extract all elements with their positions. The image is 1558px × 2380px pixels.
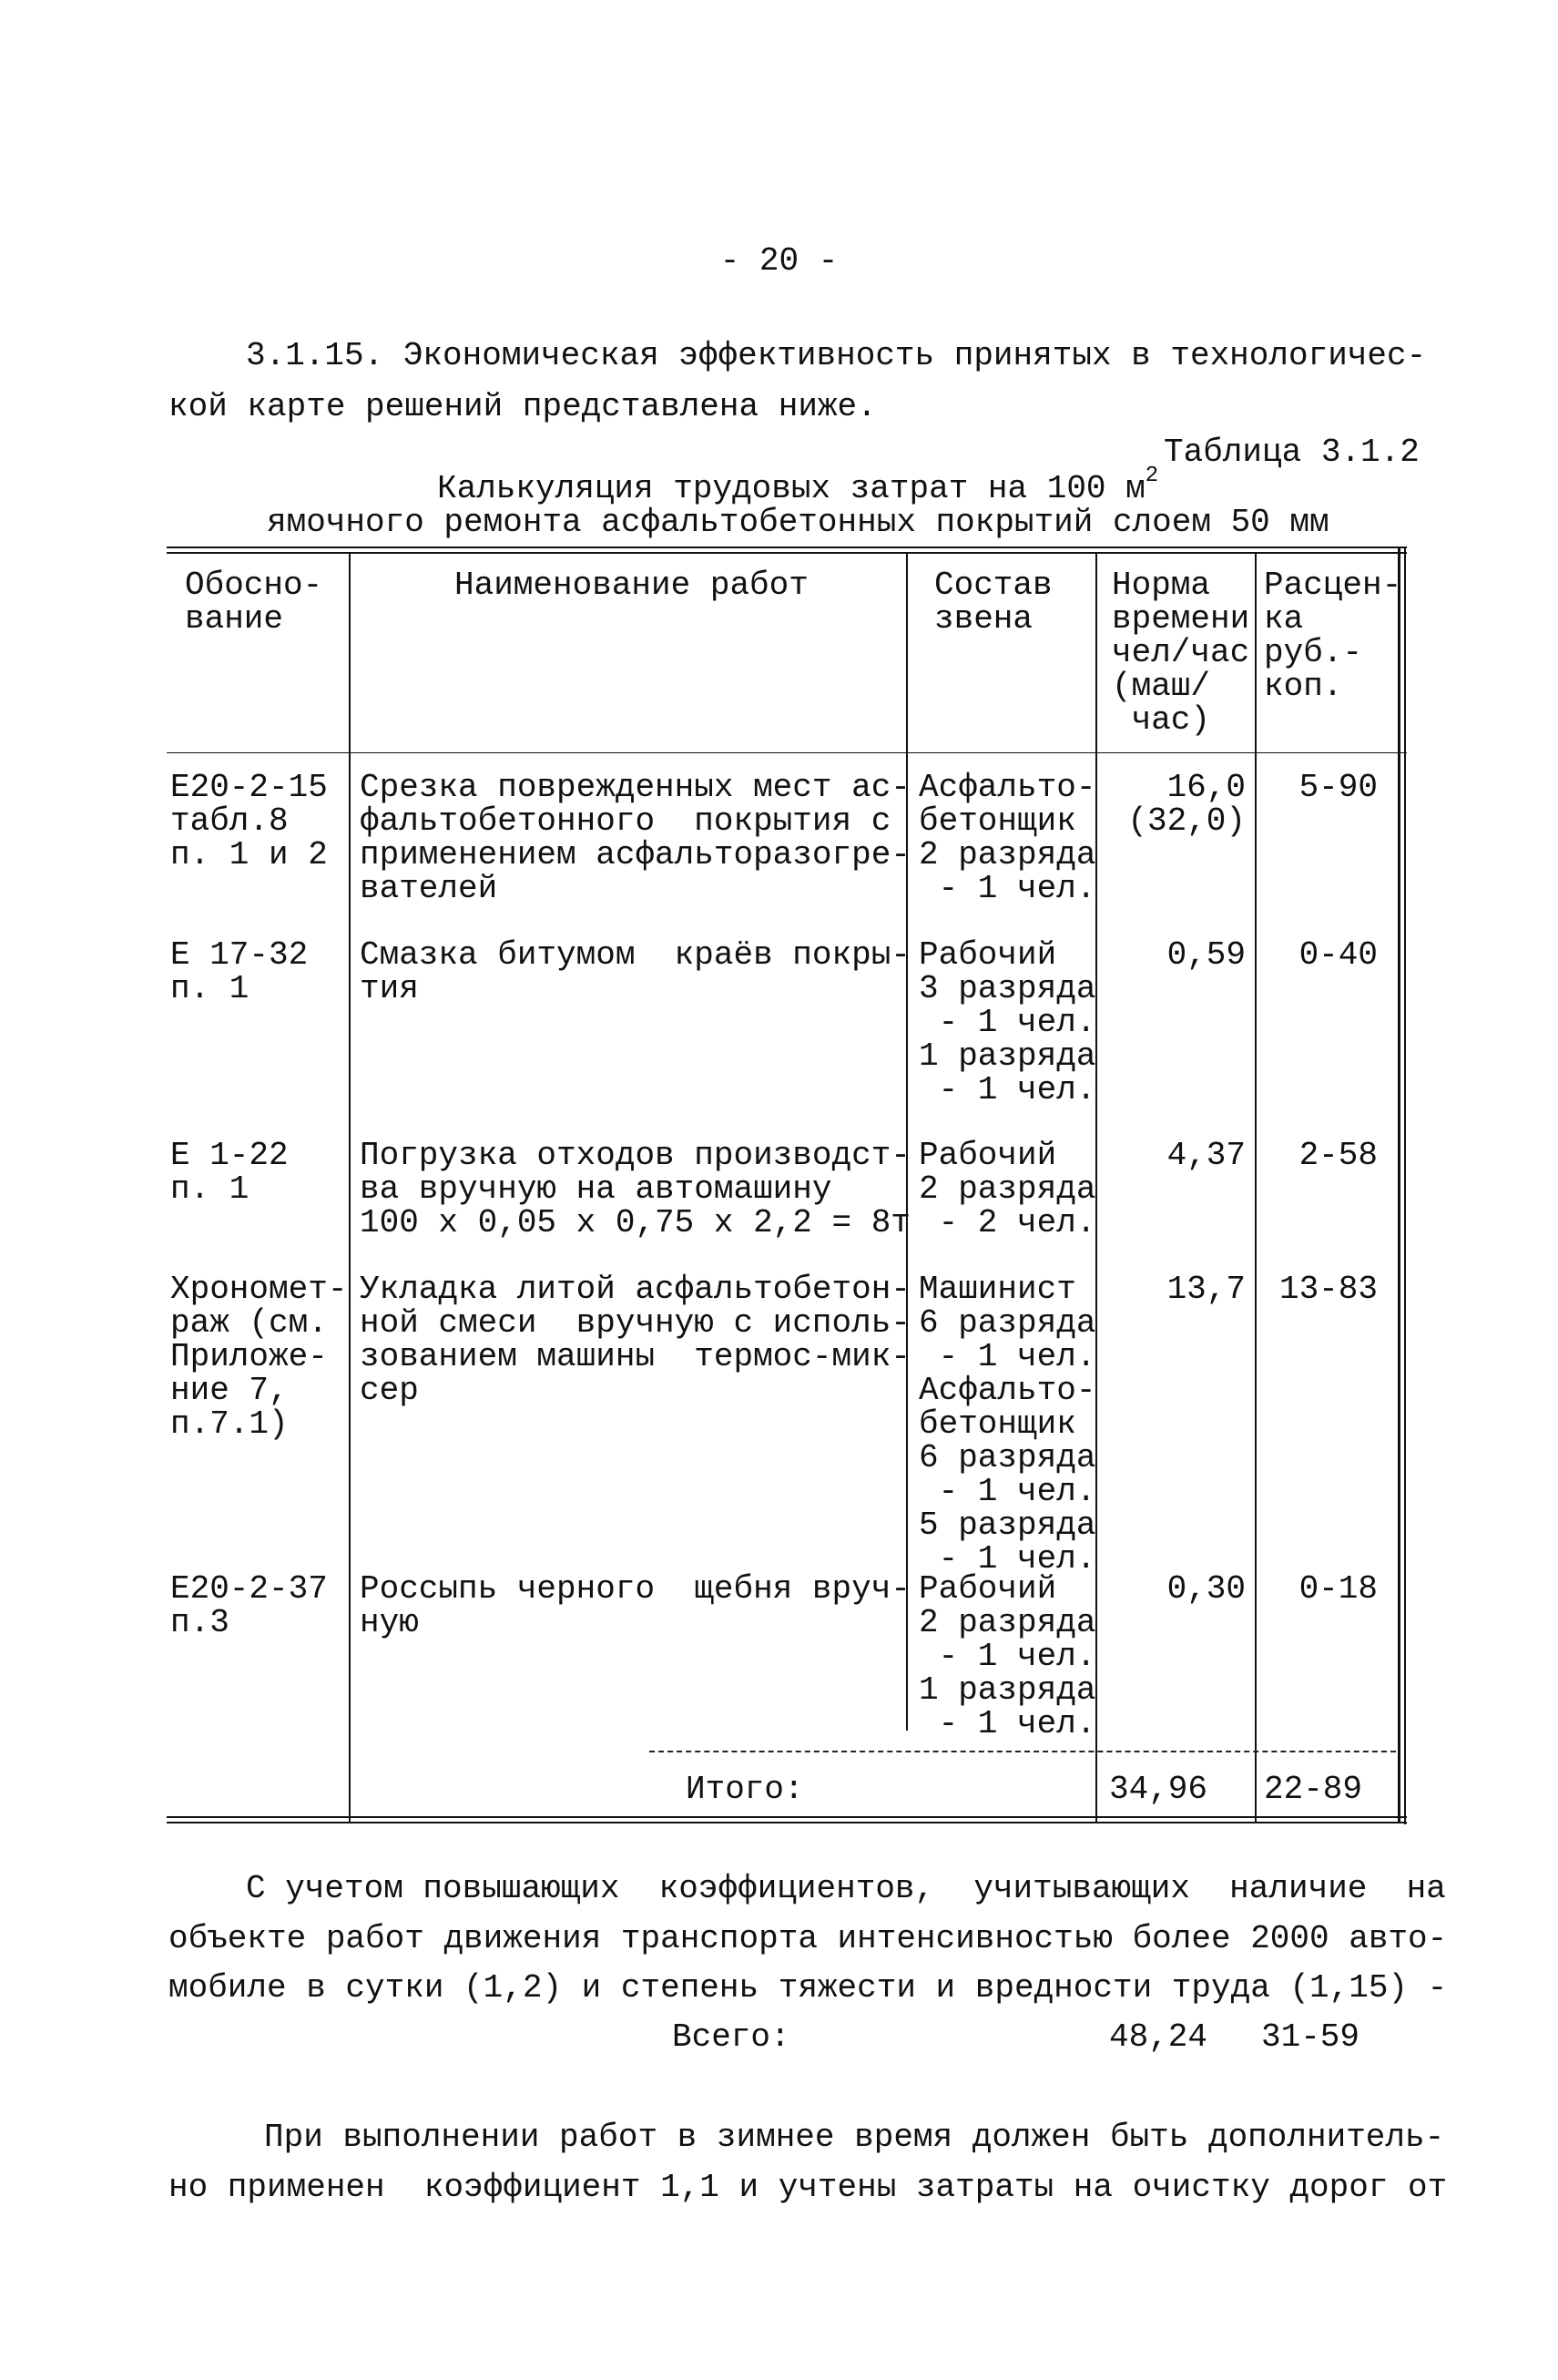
row-2-basis: Е 17-32 п. 1 — [170, 936, 309, 1007]
row-5-price: 0-18 — [1298, 1570, 1378, 1608]
row-4-basis: Хрономет- раж (см. Приложе- ние 7, п.7.1) — [170, 1271, 348, 1443]
row-3-crew: Рабочий 2 разряда - 2 чел. — [919, 1137, 1096, 1241]
row-3-price: 2-58 — [1298, 1137, 1378, 1174]
table-bottom-rule-2 — [167, 1822, 1407, 1823]
table-bottom-rule — [167, 1816, 1407, 1818]
grand-total-price: 31-59 — [1261, 2018, 1360, 2056]
after-line-3: мобиле в сутки (1,2) и степень тяжести и вредности труда (1,15) - — [168, 1969, 1448, 2007]
row-3-basis: Е 1-22 п. 1 — [170, 1137, 289, 1208]
final-line-2: но применен коэффициент 1,1 и учтены затраты на очистку дорог от — [168, 2169, 1448, 2206]
row-1-work: Срезка поврежденных мест ас- фальтобетонного покрытия с применением асфальторазогре- вателей — [360, 769, 911, 907]
row-5-work: Россыпь черного щебня вруч- ную — [360, 1570, 911, 1641]
caption-superscript: 2 — [1145, 464, 1159, 488]
total-norm: 34,96 — [1109, 1771, 1208, 1808]
header-work-name: Наименование работ — [454, 567, 809, 604]
col-divider-4 — [1255, 552, 1257, 1822]
header-rate: Расцен- ка руб.- коп. — [1264, 567, 1402, 705]
row-3-work: Погрузка отходов производст- ва вручную на автомашину 100 х 0,05 х 0,75 х 2,2 = 8т — [360, 1137, 911, 1241]
labor-cost-table — [167, 546, 1407, 1820]
row-5-basis: Е20-2-37 п.3 — [170, 1570, 328, 1641]
row-2-work: Смазка битумом краёв покры- тия — [360, 936, 911, 1007]
total-dashed-rule — [649, 1751, 1396, 1752]
table-top-rule-2 — [167, 552, 1407, 554]
header-basis: Обосно- вание — [185, 567, 323, 638]
table-top-rule — [167, 546, 1407, 548]
after-line-1: С учетом повышающих коэффициентов, учитывающих наличие на — [246, 1870, 1446, 1907]
intro-line-2: кой карте решений представлена ниже. — [168, 388, 877, 425]
header-crew: Состав звена — [934, 567, 1053, 638]
row-1-price: 5-90 — [1298, 769, 1378, 806]
row-2-crew: Рабочий 3 разряда - 1 чел. 1 разряда - 1 чел. — [919, 936, 1096, 1108]
intro-line-1: 3.1.15. Экономическая эффективность принятых в технологичес- — [246, 337, 1427, 374]
table-label: Таблица 3.1.2 — [1164, 434, 1420, 471]
row-4-price: 13-83 — [1278, 1271, 1378, 1308]
row-1-crew: Асфальто- бетонщик 2 разряда - 1 чел. — [919, 769, 1096, 907]
after-line-2: объекте работ движения транспорта интенсивностью более 2000 авто- — [168, 1920, 1448, 1957]
grand-total-label: Всего: — [672, 2018, 790, 2056]
row-5-crew: Рабочий 2 разряда - 1 чел. 1 разряда - 1 чел. — [919, 1570, 1096, 1742]
page-number: - 20 - — [719, 242, 839, 280]
caption-text: Калькуляция трудовых затрат на 100 м — [437, 470, 1146, 507]
row-2-price: 0-40 — [1298, 936, 1378, 974]
row-4-work: Укладка литой асфальтобетон- ной смеси вручную с исполь- зованием машины термос-мик- сер — [360, 1271, 911, 1409]
row-1-norm: 16,0 (32,0) — [1127, 769, 1246, 840]
col-divider-1 — [349, 552, 351, 1822]
row-3-norm: 4,37 — [1166, 1137, 1246, 1174]
row-2-norm: 0,59 — [1166, 936, 1246, 974]
final-line-1: При выполнении работ в зимнее время должен быть дополнитель- — [264, 2119, 1445, 2156]
header-bottom-rule — [167, 752, 1407, 753]
total-price: 22-89 — [1264, 1771, 1363, 1808]
table-right-edge-2 — [1404, 546, 1406, 1824]
header-time-norm: Норма времени чел/час (маш/ час) — [1112, 567, 1250, 739]
table-caption-line-2: ямочного ремонта асфальтобетонных покрытий слоем 50 мм — [267, 504, 1329, 541]
row-4-norm: 13,7 — [1166, 1271, 1246, 1308]
grand-total-norm: 48,24 — [1109, 2018, 1208, 2056]
table-right-edge — [1398, 546, 1400, 1822]
total-label: Итого: — [686, 1771, 804, 1808]
row-4-crew: Машинист 6 разряда - 1 чел. Асфальто- бетонщик 6 разряда - 1 чел. 5 разряда - 1 чел. — [919, 1271, 1096, 1578]
row-5-norm: 0,30 — [1166, 1570, 1246, 1608]
row-1-basis: Е20-2-15 табл.8 п. 1 и 2 — [170, 769, 328, 873]
